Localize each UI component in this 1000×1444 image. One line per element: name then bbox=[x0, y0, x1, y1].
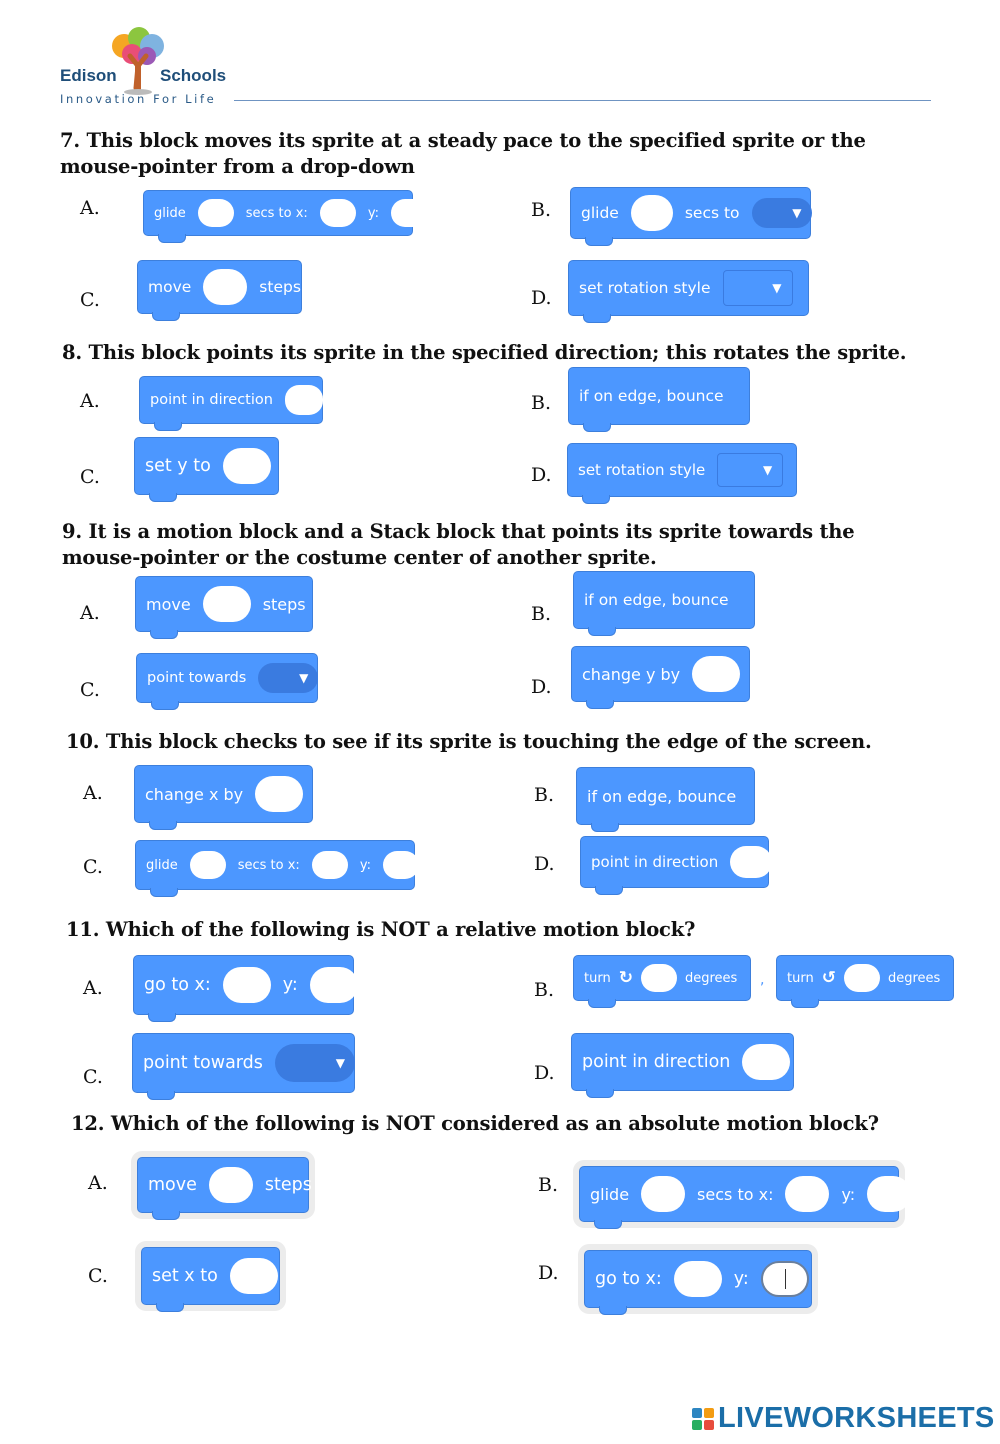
block-label: y: bbox=[367, 205, 379, 221]
block-label: secs to x: bbox=[245, 205, 308, 221]
block-label: point in direction bbox=[150, 392, 273, 408]
block-input-oval[interactable] bbox=[785, 1176, 829, 1212]
rotate-counterclockwise-icon: ↺ bbox=[821, 968, 836, 988]
q12-option-a-block[interactable] bbox=[137, 1157, 312, 1213]
liveworksheets-logo bbox=[692, 1402, 995, 1435]
block-label: set x to bbox=[152, 1266, 218, 1286]
q12-option-b-block[interactable] bbox=[579, 1166, 899, 1222]
q9-option-d-block[interactable] bbox=[571, 646, 750, 702]
block-label: change x by bbox=[145, 784, 244, 804]
q7-option-c-block[interactable] bbox=[137, 260, 302, 314]
logo-word-edison: Edison bbox=[60, 66, 117, 85]
q7-letter-d: D. bbox=[531, 287, 552, 309]
block-input-oval[interactable] bbox=[391, 199, 427, 227]
q11-option-d-block[interactable] bbox=[571, 1033, 794, 1091]
question-7: 7. This block moves its sprite at a steady pace to the specified sprite or the mouse-pointer from a drop-down bbox=[60, 129, 866, 178]
block-input-oval[interactable] bbox=[631, 195, 673, 231]
block-label: steps bbox=[264, 1175, 312, 1195]
q11-option-c-block[interactable] bbox=[132, 1033, 355, 1093]
q7-letter-a: A. bbox=[80, 197, 100, 219]
q8-option-d-block[interactable] bbox=[567, 443, 797, 497]
edison-schools-logo bbox=[58, 26, 238, 108]
block-label: turn bbox=[787, 970, 814, 986]
q8-option-b-block[interactable] bbox=[568, 367, 750, 425]
q8-option-c-block[interactable] bbox=[134, 437, 279, 495]
block-label: turn bbox=[584, 970, 611, 986]
block-input-oval[interactable] bbox=[692, 656, 740, 692]
header-divider bbox=[234, 100, 931, 101]
q12-letter-a: A. bbox=[88, 1172, 108, 1194]
block-input-oval[interactable] bbox=[223, 967, 271, 1003]
q8-letter-b: B. bbox=[531, 392, 552, 414]
block-input-oval[interactable] bbox=[223, 448, 271, 484]
q7-option-d-block[interactable] bbox=[568, 260, 809, 316]
block-label: move bbox=[148, 1175, 197, 1195]
option-separator: , bbox=[760, 972, 765, 988]
q9-option-c-block[interactable] bbox=[136, 653, 318, 703]
q9-letter-b: B. bbox=[531, 603, 552, 625]
block-label: secs to x: bbox=[697, 1184, 774, 1204]
question-9: 9. It is a motion block and a Stack block that points its sprite towards the mouse-pointer or the costume center of another sprite. bbox=[62, 520, 855, 569]
q11-letter-c: C. bbox=[83, 1066, 103, 1088]
block-label: point in direction bbox=[591, 853, 719, 871]
block-label: go to x: bbox=[595, 1269, 662, 1289]
q7-option-b-block[interactable] bbox=[570, 187, 811, 239]
question-11: 11. Which of the following is NOT a relative motion block? bbox=[66, 918, 696, 941]
q8-option-a-block[interactable] bbox=[139, 376, 323, 424]
block-input-oval[interactable] bbox=[203, 269, 247, 305]
q9-letter-c: C. bbox=[80, 679, 100, 701]
block-label: y: bbox=[359, 857, 371, 873]
q7-letter-b: B. bbox=[531, 199, 552, 221]
chevron-down-icon[interactable]: ▼ bbox=[275, 1044, 355, 1082]
block-input-oval-focused[interactable] bbox=[761, 1261, 809, 1297]
block-label: change y by bbox=[582, 664, 681, 684]
q9-option-a-block[interactable] bbox=[135, 576, 313, 632]
block-label: steps bbox=[259, 278, 301, 296]
block-label: y: bbox=[282, 975, 298, 995]
q11-option-b-block-clockwise[interactable] bbox=[573, 955, 751, 1001]
q12-letter-b: B. bbox=[538, 1174, 559, 1196]
block-label: move bbox=[146, 594, 191, 614]
block-input-oval[interactable] bbox=[730, 846, 772, 878]
block-input-oval[interactable] bbox=[641, 964, 677, 992]
q9-letter-d: D. bbox=[531, 676, 552, 698]
block-label: y: bbox=[841, 1184, 856, 1204]
block-label: glide bbox=[146, 857, 178, 873]
q11-option-a-block[interactable] bbox=[133, 955, 354, 1015]
chevron-down-icon[interactable]: ▼ bbox=[717, 453, 783, 487]
block-input-oval[interactable] bbox=[198, 199, 234, 227]
q10-option-a-block[interactable] bbox=[134, 765, 313, 823]
block-input-oval[interactable] bbox=[674, 1261, 722, 1297]
question-12: 12. Which of the following is NOT considered as an absolute motion block? bbox=[71, 1112, 879, 1135]
block-input-oval[interactable] bbox=[230, 1258, 278, 1294]
block-input-oval[interactable] bbox=[641, 1176, 685, 1212]
q10-option-d-block[interactable] bbox=[580, 836, 769, 888]
q10-letter-d: D. bbox=[534, 853, 555, 875]
q9-option-b-block[interactable] bbox=[573, 571, 755, 629]
q7-option-a-block[interactable] bbox=[143, 190, 413, 236]
logo-tagline: Innovation For Life bbox=[60, 92, 217, 106]
question-10: 10. This block checks to see if its sprite is touching the edge of the screen. bbox=[66, 730, 872, 753]
q10-option-c-block[interactable] bbox=[135, 840, 415, 890]
block-input-oval[interactable] bbox=[312, 851, 348, 879]
block-label: secs to x: bbox=[237, 857, 300, 873]
block-label: glide bbox=[154, 205, 186, 221]
block-input-oval[interactable] bbox=[320, 199, 356, 227]
block-input-oval[interactable] bbox=[310, 967, 358, 1003]
q10-letter-a: A. bbox=[83, 782, 103, 804]
q8-letter-d: D. bbox=[531, 464, 552, 486]
liveworksheets-squares-icon bbox=[692, 1408, 714, 1430]
q11-option-b-block-counterclockwise[interactable] bbox=[776, 955, 954, 1001]
block-input-oval[interactable] bbox=[203, 586, 251, 622]
block-input-oval[interactable] bbox=[255, 776, 303, 812]
block-label: degrees bbox=[684, 970, 738, 986]
block-label: y: bbox=[733, 1269, 749, 1289]
block-input-oval[interactable] bbox=[867, 1176, 911, 1212]
chevron-down-icon[interactable]: ▼ bbox=[752, 198, 812, 228]
block-label: point towards bbox=[143, 1053, 263, 1073]
block-label: secs to bbox=[684, 204, 740, 222]
block-input-oval[interactable] bbox=[190, 851, 226, 879]
block-label: point in direction bbox=[582, 1052, 731, 1072]
chevron-down-icon[interactable]: ▼ bbox=[258, 663, 318, 693]
q11-letter-d: D. bbox=[534, 1062, 555, 1084]
block-label: glide bbox=[581, 204, 619, 222]
block-label: set rotation style bbox=[578, 461, 706, 479]
rotate-clockwise-icon: ↻ bbox=[618, 968, 633, 988]
q8-letter-c: C. bbox=[80, 466, 100, 488]
chevron-down-icon[interactable]: ▼ bbox=[723, 270, 793, 306]
logo-word-schools: Schools bbox=[160, 66, 227, 85]
block-input-oval[interactable] bbox=[209, 1167, 253, 1203]
q8-letter-a: A. bbox=[80, 390, 100, 412]
question-8: 8. This block points its sprite in the specified direction; this rotates the sprite. bbox=[62, 341, 907, 364]
block-input-oval[interactable] bbox=[383, 851, 419, 879]
q11-letter-a: A. bbox=[83, 977, 103, 999]
q9-letter-a: A. bbox=[80, 602, 100, 624]
q12-option-d-block[interactable] bbox=[584, 1250, 812, 1308]
q12-letter-c: C. bbox=[88, 1265, 108, 1287]
q10-option-b-block[interactable] bbox=[576, 767, 755, 825]
block-label: set y to bbox=[145, 456, 211, 476]
block-input-oval[interactable] bbox=[285, 385, 323, 415]
block-label: steps bbox=[262, 594, 306, 614]
block-label: if on edge, bounce bbox=[587, 786, 737, 806]
block-label: if on edge, bounce bbox=[579, 387, 724, 405]
block-input-oval[interactable] bbox=[742, 1044, 790, 1080]
block-label: go to x: bbox=[144, 975, 211, 995]
q7-letter-c: C. bbox=[80, 289, 100, 311]
q11-letter-b: B. bbox=[534, 979, 555, 1001]
q12-option-c-block[interactable] bbox=[141, 1247, 280, 1305]
liveworksheets-brand: LIVEWORKSHEETS bbox=[718, 1402, 995, 1434]
block-label: degrees bbox=[887, 970, 941, 986]
block-label: move bbox=[148, 278, 192, 296]
block-label: glide bbox=[590, 1184, 630, 1204]
block-label: point towards bbox=[147, 670, 247, 686]
q12-letter-d: D. bbox=[538, 1262, 559, 1284]
block-input-oval[interactable] bbox=[844, 964, 880, 992]
q10-letter-c: C. bbox=[83, 856, 103, 878]
block-label: if on edge, bounce bbox=[584, 591, 729, 609]
q10-letter-b: B. bbox=[534, 784, 555, 806]
block-label: set rotation style bbox=[579, 279, 711, 297]
